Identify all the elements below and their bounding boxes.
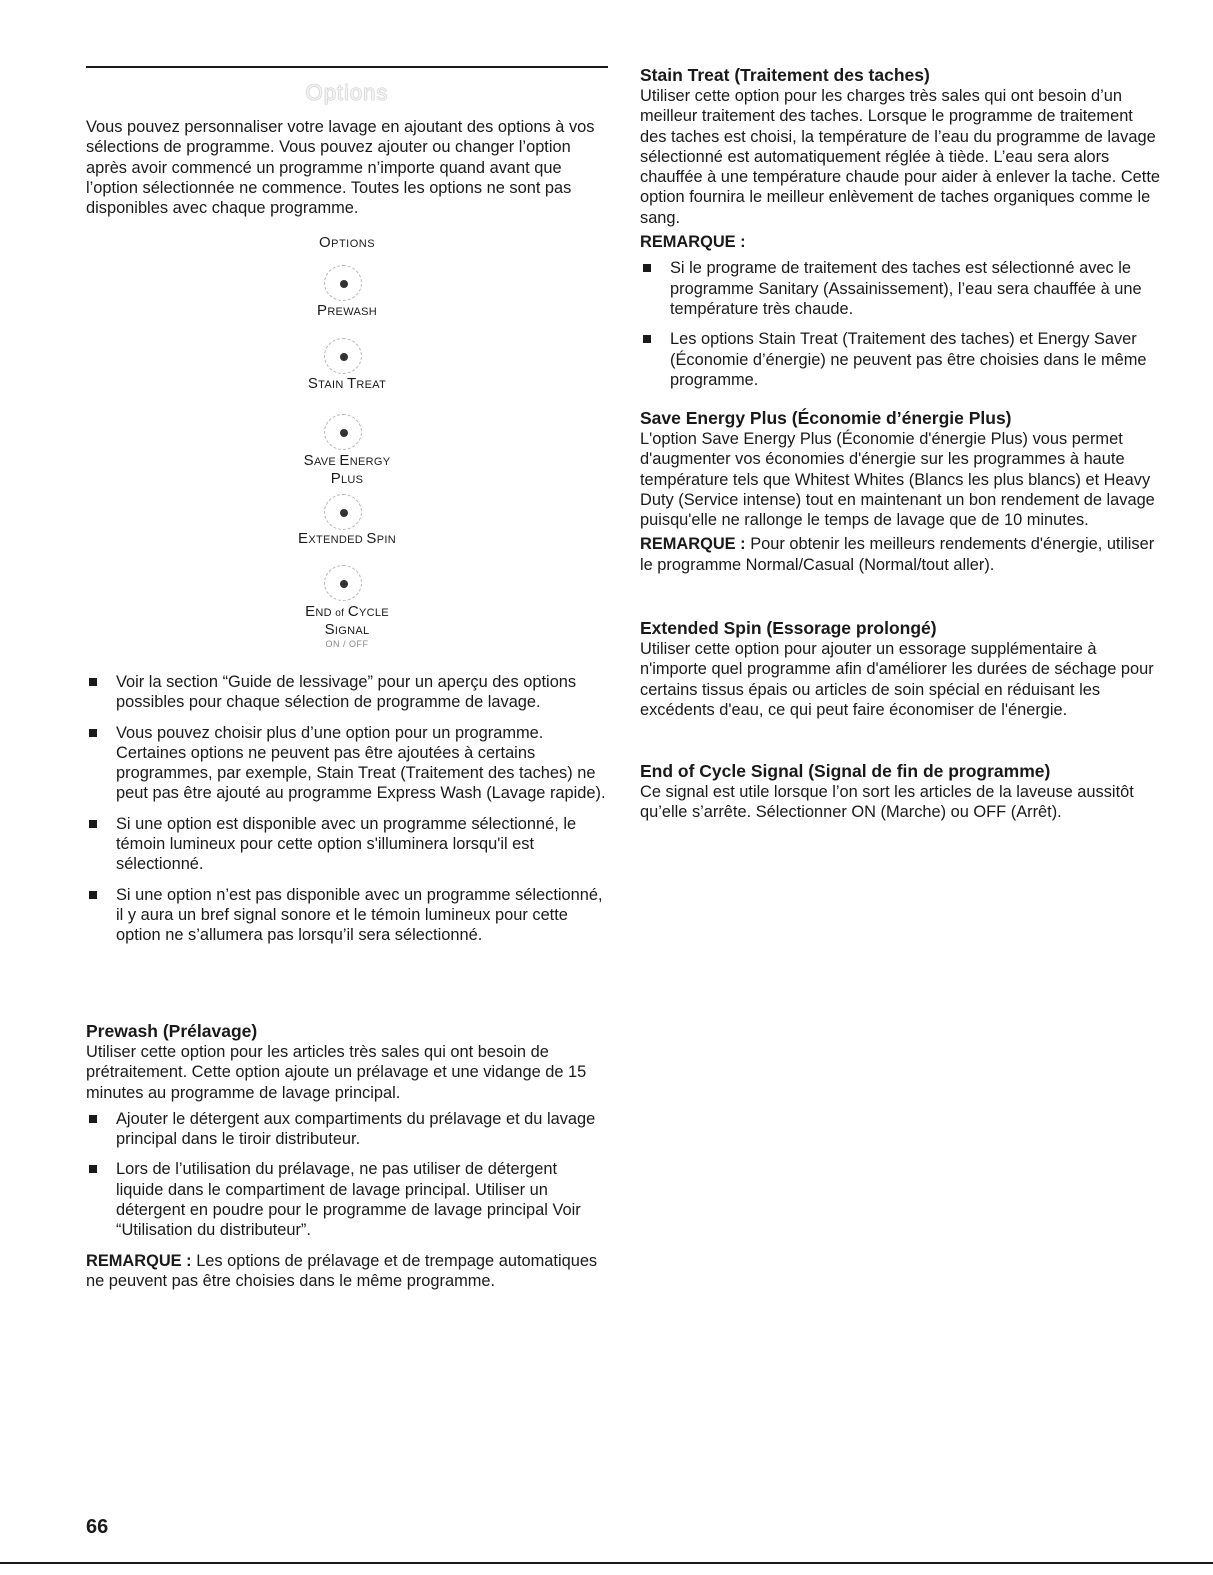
stain-treat-section xyxy=(640,64,1160,400)
stain-treat-label: STAIN TREAT xyxy=(307,375,387,392)
prewash-heading: Prewash (Prélavage) xyxy=(86,1021,258,1041)
stain-treat-body: Utiliser cette option pour les charges très sales qui ont besoin d’un meilleur traitement des taches. Lorsque le programme de traitement des taches est choisi, la température de l’eau du programme de lavage sélectionné est automatiquement réglée à tiède. L’eau sera alors chauffée à une température chaude pour aider à enlever la tache. Cette option fournira le meilleur enlèvement de taches organiques comme le sang. xyxy=(640,87,1160,227)
prewash-label: PREWASH xyxy=(317,302,377,319)
end-of-cycle-signal-label: SIGNAL xyxy=(324,621,370,638)
save-energy-label: SAVE ENERGY xyxy=(303,452,391,469)
end-of-cycle-label: END of CYCLE xyxy=(305,603,389,620)
save-energy-remark: REMARQUE : Pour obtenir les meilleurs rendements d'énergie, utiliser le programme Normal/Casual (Normal/tout aller). xyxy=(640,535,1155,574)
on-off-label: ON / OFF xyxy=(325,639,369,649)
page-title: Options xyxy=(305,80,389,105)
prewash-body: Utiliser cette option pour les articles très sales qui ont besoin de prétraitement. Cette option ajoute un prélavage et une vidange de 15 minutes au programme de lavage principal. xyxy=(86,1043,587,1102)
save-energy-plus-label: PLUS xyxy=(330,470,364,487)
end-of-cycle-section xyxy=(640,760,1160,823)
extended-spin-heading: Extended Spin (Essorage prolongé) xyxy=(640,618,937,638)
extended-spin-section xyxy=(640,617,1160,720)
end-of-cycle-heading: End of Cycle Signal (Signal de fin de programme) xyxy=(640,761,1051,781)
save-energy-heading: Save Energy Plus (Économie d’énergie Plus) xyxy=(640,408,1012,428)
extended-spin-label: EXTENDED SPIN xyxy=(298,530,396,547)
top-rule xyxy=(86,66,608,68)
end-of-cycle-button-icon xyxy=(324,565,362,601)
list-item: Les options Stain Treat (Traitement des taches) et Energy Saver (Économie d’énergie) ne peuvent pas être choisies dans le même programme. xyxy=(640,329,1160,390)
stain-treat-remark-label: REMARQUE : xyxy=(640,233,746,252)
save-energy-section xyxy=(640,407,1160,575)
page-number: 66 xyxy=(86,1516,109,1538)
list-item: Vous pouvez choisir plus d’une option pour un programme. Certaines options ne peuvent pas être ajoutées à certains programmes, par exemple, Stain Treat (Traitement des taches) ne peut pas être ajouté au programme Express Wash (Lavage rapide). xyxy=(86,723,608,804)
stain-treat-heading: Stain Treat (Traitement des taches) xyxy=(640,65,930,85)
extended-spin-button-icon xyxy=(324,494,362,530)
prewash-list xyxy=(86,1109,608,1241)
options-notes-list xyxy=(86,672,608,956)
end-of-cycle-body: Ce signal est utile lorsque l’on sort les articles de la laveuse aussitôt qu’elle s’arrête. Sélectionner ON (Marche) ou OFF (Arrêt). xyxy=(640,783,1134,822)
extended-spin-body: Utiliser cette option pour ajouter un essorage supplémentaire à n'importe quel programme afin d'améliorer les durées de séchage pour certains tissus épais ou articles de soin spécial en réduisant les excédents d'eau, ce qui peut faire économiser de l'énergie. xyxy=(640,640,1154,719)
list-item: Si le programe de traitement des taches est sélectionné avec le programme Sanitary (Assainissement), l’eau sera chauffée à une température très chaude. xyxy=(640,258,1160,319)
list-item: Voir la section “Guide de lessivage” pour un aperçu des options possibles pour chaque sélection de programme de lavage. xyxy=(86,672,608,713)
prewash-button-icon xyxy=(324,265,362,301)
list-item: Ajouter le détergent aux compartiments du prélavage et du lavage principal dans le tiroir distributeur. xyxy=(86,1109,608,1150)
save-energy-plus-button-icon xyxy=(324,414,362,450)
prewash-remark: REMARQUE : Les options de prélavage et de trempage automatiques ne peuvent pas être choisies dans le même programme. xyxy=(86,1251,598,1290)
prewash-section xyxy=(86,1020,608,1291)
list-item: Lors de l’utilisation du prélavage, ne pas utiliser de détergent liquide dans le compartiment de lavage principal. Utiliser un détergent en poudre pour le programme de lavage principal Voir “Utilisation du distributeur”. xyxy=(86,1159,608,1240)
list-item: Si une option n’est pas disponible avec un programme sélectionné, il y aura un bref signal sonore et le témoin lumineux pour cette option ne s’allumera pas lorsqu’il sera sélectionné. xyxy=(86,885,608,946)
options-panel-title: OPTIONS xyxy=(318,234,376,251)
bottom-rule xyxy=(0,1562,1213,1564)
intro-paragraph: Vous pouvez personnaliser votre lavage en ajoutant des options à vos sélections de programme. Vous pouvez ajouter ou changer l’option après avoir commencé un programme n’importe quand avant que l’option sélectionnée ne commence. Toutes les options ne sont pas disponibles avec chaque programme. xyxy=(86,118,595,218)
list-item: Si une option est disponible avec un programme sélectionné, le témoin lumineux pour cette option s'illuminera lorsqu'il est sélectionné. xyxy=(86,814,608,875)
stain-treat-button-icon xyxy=(324,338,362,374)
save-energy-body: L'option Save Energy Plus (Économie d'énergie Plus) vous permet d'augmenter vos économies d'énergie sur les programmes à haute température tels que Whitest Whites (Blancs les plus blancs) et Heavy Duty (Service intense) tout en maintenant un bon rendement de lavage puisqu'elle ne rallonge le temps de lavage que de 10 minutes. xyxy=(640,430,1155,530)
stain-treat-list xyxy=(640,258,1160,390)
